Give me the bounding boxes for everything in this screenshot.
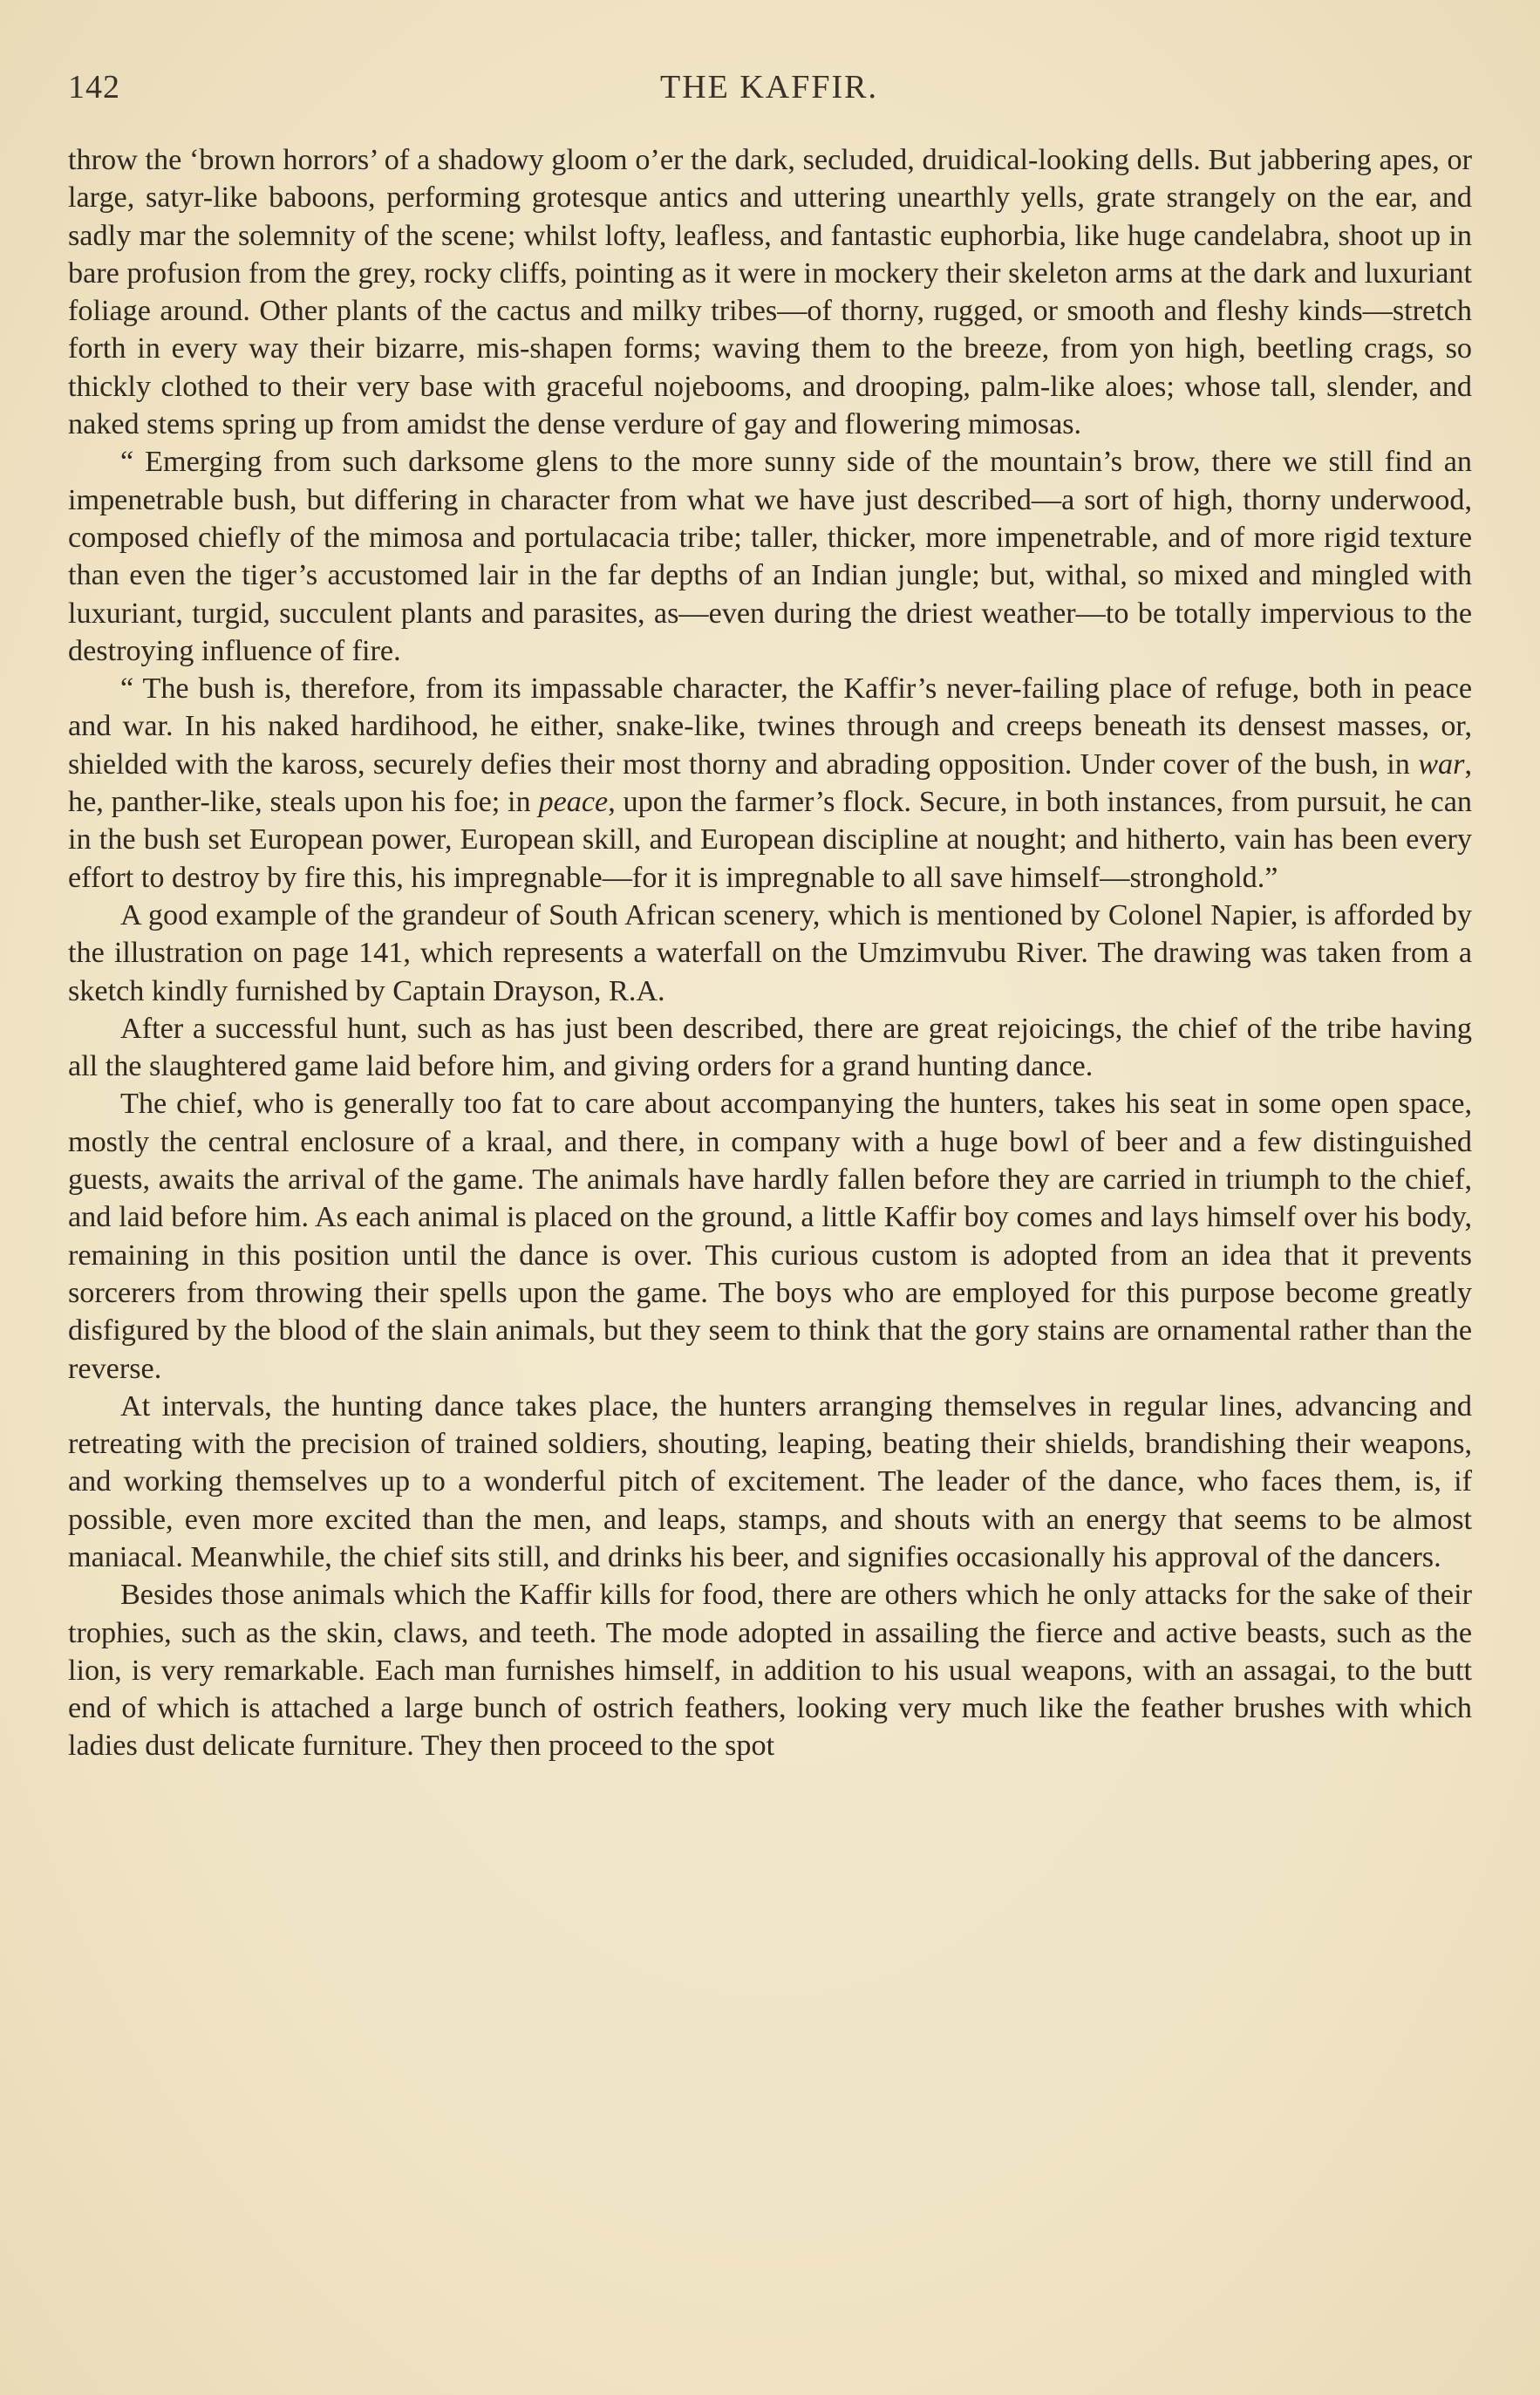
page-number: 142 <box>68 69 120 106</box>
page-header-title: THE KAFFIR. <box>659 69 879 106</box>
running-head <box>68 68 1470 112</box>
word-peace: peace <box>538 786 609 819</box>
paragraph-1: throw the ‘brown horrors’ of a shadowy gloom o’er the dark, secluded, druidical-looking dells. But jabbering apes, or large, satyr-like baboons, performing grotesque antics and uttering unearthly yells, grate strangely on the ear, and sadly mar the solemnity of the scene; whilst lofty, leafless, and fantastic euphorbia, like huge candelabra, shoot up in bare profusion from the grey, rocky cliffs, pointing as it were in mockery their skeleton arms at the dark and luxuriant foliage around. Other plants of the cactus and milky tribes—of thorny, rugged, or smooth and fleshy kinds—stretch forth in every way their bizarre, mis-shapen forms; waving them to the breeze, from yon high, beetling crags, so thickly clothed to their very base with graceful nojebooms, and drooping, palm-like aloes; whose tall, slender, and naked stems spring up from amidst the dense verdure of gay and flowering mimosas. <box>68 144 1472 441</box>
word-war: war <box>1418 747 1465 781</box>
paragraph-6: The chief, who is generally too fat to care about accompanying the hunters, takes his seat in some open space, mostly the central enclosure of a kraal, and there, in company with a huge bowl of beer and a few distinguished guests, awaits the arrival of the game. The animals have hardly fallen before they are carried in triumph to the chief, and laid before him. As each animal is placed on the ground, a little Kaffir boy comes and lays himself over his body, remaining in this position until the dance is over. This curious custom is adopted from an idea that it prevents sorcerers from throwing their spells upon the game. The boys who are employed for this purpose become greatly disfigured by the blood of the slain animals, but they seem to think that the gory stains are ornamental rather than the reverse. <box>68 1088 1472 1385</box>
paragraph-3 <box>68 670 1472 897</box>
paragraph-5: After a successful hunt, such as has just been described, there are great rejoicings, the chief of the tribe having all the slaughtered game laid before him, and giving orders for a grand hunting dance. <box>68 1012 1472 1083</box>
paragraph-4: A good example of the grandeur of South African scenery, which is mentioned by Colonel Napier, is afforded by the illustration on page 141, which represents a waterfall on the Umzimvubu River. The drawing was taken from a sketch kindly furnished by Captain Drayson, R.A. <box>68 898 1472 1007</box>
paragraph-2: “ Emerging from such darksome glens to the more sunny side of the mountain’s brow, there we still find an impenetrable bush, but differing in character from what we have just described—a sort of high, thorny underwood, composed chiefly of the mimosa and portulacacia tribe; taller, thicker, more impenetrable, and of more rigid texture than even the tiger’s accustomed lair in the far depths of an Indian jungle; but, withal, so mixed and mingled with luxuriant, turgid, succulent plants and parasites, as—even during the driest weather—to be totally impervious to the destroying influence of fire. <box>68 446 1472 667</box>
text-body <box>68 141 1472 1765</box>
paragraph-3-part-3: , upon the farmer’s flock. Secure, in both instances, from pursuit, he can in the bush set European power, European skill, and European discipline at nought; and hitherto, vain has been every effort to destroy by fire this, his impregnable—for it is impregnable to all save himself—stronghold.” <box>68 786 1472 894</box>
paragraph-3-part-2: , he, panther-like, steals upon his foe; in <box>68 747 1472 819</box>
paragraph-7: At intervals, the hunting dance takes place, the hunters arranging themselves in regular lines, advancing and retreating with the precision of trained soldiers, shouting, leaping, beating their shields, brandishing their weapons, and working themselves up to a wonderful pitch of excitement. The leader of the dance, who faces them, is, if possible, even more excited than the men, and leaps, stamps, and shouts with an energy that seems to be almost maniacal. Meanwhile, the chief sits still, and drinks his beer, and signifies occasionally his approval of the dancers. <box>68 1389 1472 1573</box>
paragraph-8: Besides those animals which the Kaffir kills for food, there are others which he only attacks for the sake of their trophies, such as the skin, claws, and teeth. The mode adopted in assailing the fierce and active beasts, such as the lion, is very remarkable. Each man furnishes himself, in addition to his usual weapons, with an assagai, to the butt end of which is attached a large bunch of ostrich feathers, looking very much like the feather brushes with which ladies dust delicate furniture. They then proceed to the spot <box>68 1579 1472 1763</box>
paragraph-3-part-1: “ The bush is, therefore, from its impassable character, the Kaffir’s never-failing place of refuge, both in peace and war. In his naked hardihood, he either, snake-like, twines through and creeps beneath its densest masses, or, shielded with the kaross, securely defies their most thorny and abrading opposition. Under cover of the bush, in <box>68 672 1472 781</box>
